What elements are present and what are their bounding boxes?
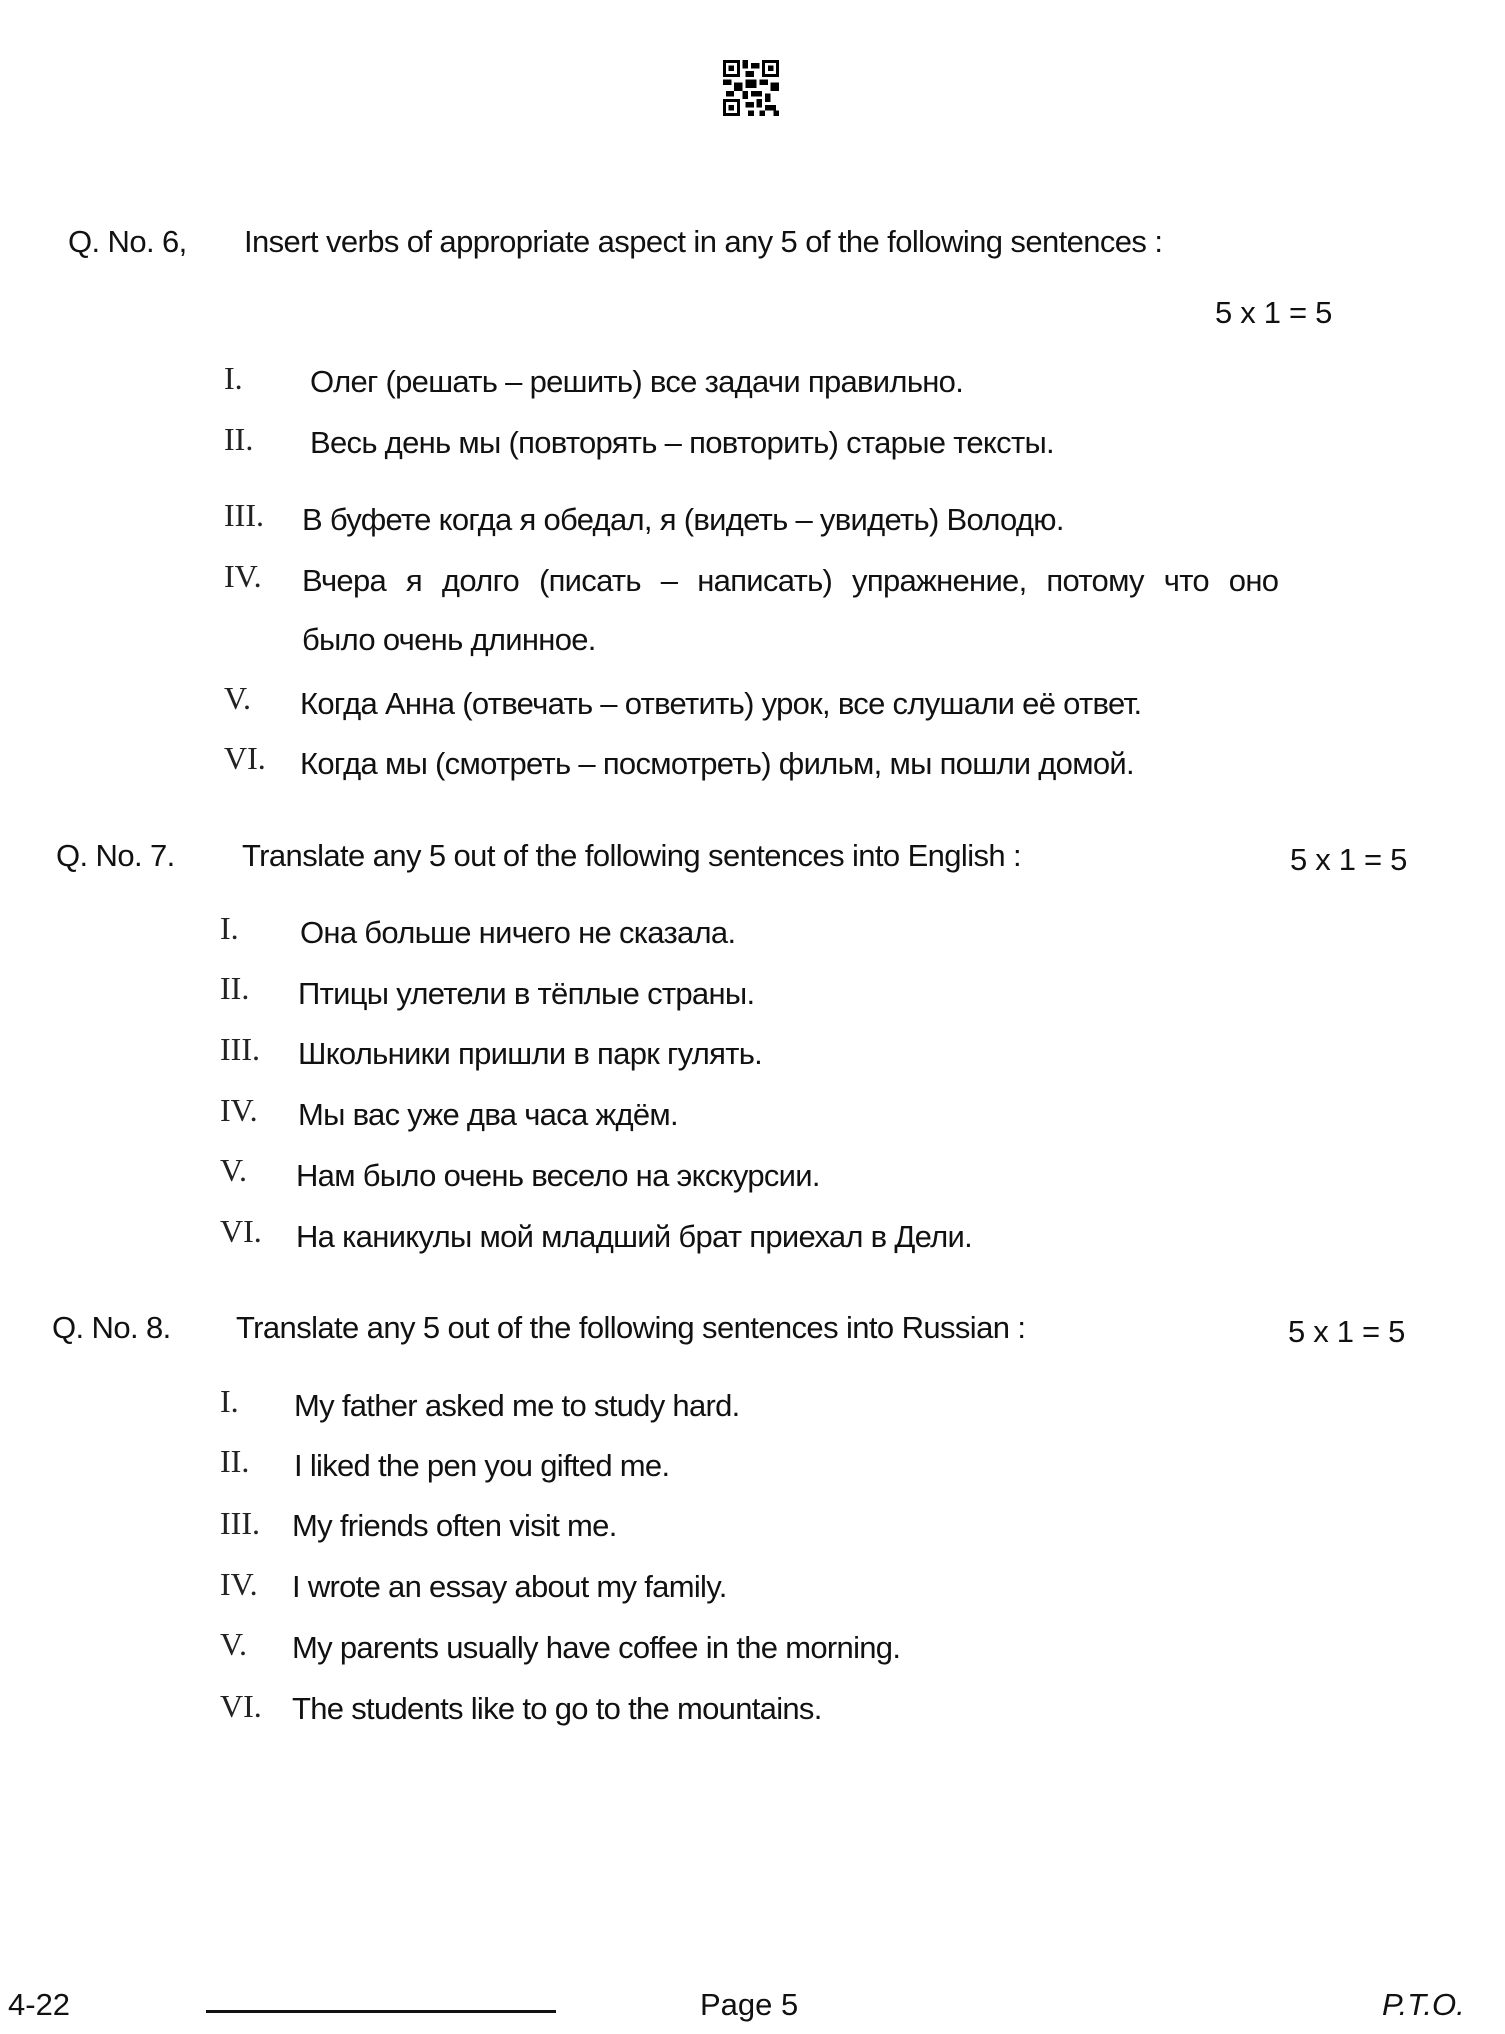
item-text: Когда Анна (отвечать – ответить) урок, все слушали её ответ.	[300, 686, 1142, 721]
item-numeral: III.	[224, 497, 264, 533]
item-text: Весь день мы (повторять – повторить) старые тексты.	[310, 425, 1054, 460]
question-marks: 5 x 1 = 5	[1215, 295, 1333, 330]
item-numeral: VI.	[220, 1213, 262, 1249]
question-marks: 5 x 1 = 5	[1288, 1314, 1406, 1349]
question-number: Q. No. 6,	[68, 224, 187, 259]
item-numeral: II.	[220, 1443, 250, 1479]
item-text: My parents usually have coffee in the morning.	[292, 1630, 901, 1665]
item-text: My friends often visit me.	[292, 1508, 617, 1543]
item-numeral: III.	[220, 1031, 260, 1067]
item-text-continued: было очень длинное.	[302, 622, 596, 657]
item-text: Когда мы (смотреть – посмотреть) фильм, мы пошли домой.	[300, 746, 1134, 781]
item-numeral: IV.	[220, 1566, 258, 1602]
item-numeral: IV.	[220, 1092, 258, 1128]
item-numeral: VI.	[220, 1688, 262, 1724]
item-text: Она больше ничего не сказала.	[300, 915, 736, 950]
item-text: Олег (решать – решить) все задачи правильно.	[310, 364, 964, 399]
footer-divider	[206, 2010, 556, 2013]
item-numeral: V.	[224, 680, 251, 716]
question-instruction: Translate any 5 out of the following sentences into Russian :	[236, 1310, 1026, 1345]
item-numeral: VI.	[224, 740, 266, 776]
item-numeral: III.	[220, 1505, 260, 1541]
question-number: Q. No. 7.	[56, 838, 175, 873]
qr-code-icon	[722, 60, 780, 116]
question-number: Q. No. 8.	[52, 1310, 171, 1345]
item-text: Вчера я долго (писать – написать) упражнение, потому что оно	[302, 563, 1279, 598]
item-text: Нам было очень весело на экскурсии.	[296, 1158, 820, 1193]
item-text: I liked the pen you gifted me.	[294, 1448, 670, 1483]
item-numeral: I.	[220, 910, 239, 946]
item-numeral: II.	[224, 421, 254, 457]
item-numeral: IV.	[224, 558, 262, 594]
item-text: На каникулы мой младший брат приехал в Дели.	[296, 1219, 973, 1254]
item-text: My father asked me to study hard.	[294, 1388, 740, 1423]
item-numeral: V.	[220, 1152, 247, 1188]
question-instruction: Translate any 5 out of the following sentences into English :	[242, 838, 1022, 873]
item-text: В буфете когда я обедал, я (видеть – увидеть) Володю.	[302, 502, 1064, 537]
paper-code: 4-22	[8, 1987, 71, 2022]
item-numeral: I.	[220, 1383, 239, 1419]
please-turn-over: P.T.O.	[1382, 1987, 1465, 2022]
question-instruction: Insert verbs of appropriate aspect in any 5 of the following sentences :	[244, 224, 1163, 259]
question-marks: 5 x 1 = 5	[1290, 842, 1408, 877]
page-number: Page 5	[700, 1987, 799, 2022]
item-text: I wrote an essay about my family.	[292, 1569, 727, 1604]
item-text: Школьники пришли в парк гулять.	[298, 1036, 763, 1071]
item-text: Мы вас уже два часа ждём.	[298, 1097, 678, 1132]
item-numeral: I.	[224, 360, 243, 396]
item-text: The students like to go to the mountains.	[292, 1691, 822, 1726]
item-numeral: II.	[220, 970, 250, 1006]
item-text: Птицы улетели в тёплые страны.	[298, 976, 755, 1011]
item-numeral: V.	[220, 1626, 247, 1662]
